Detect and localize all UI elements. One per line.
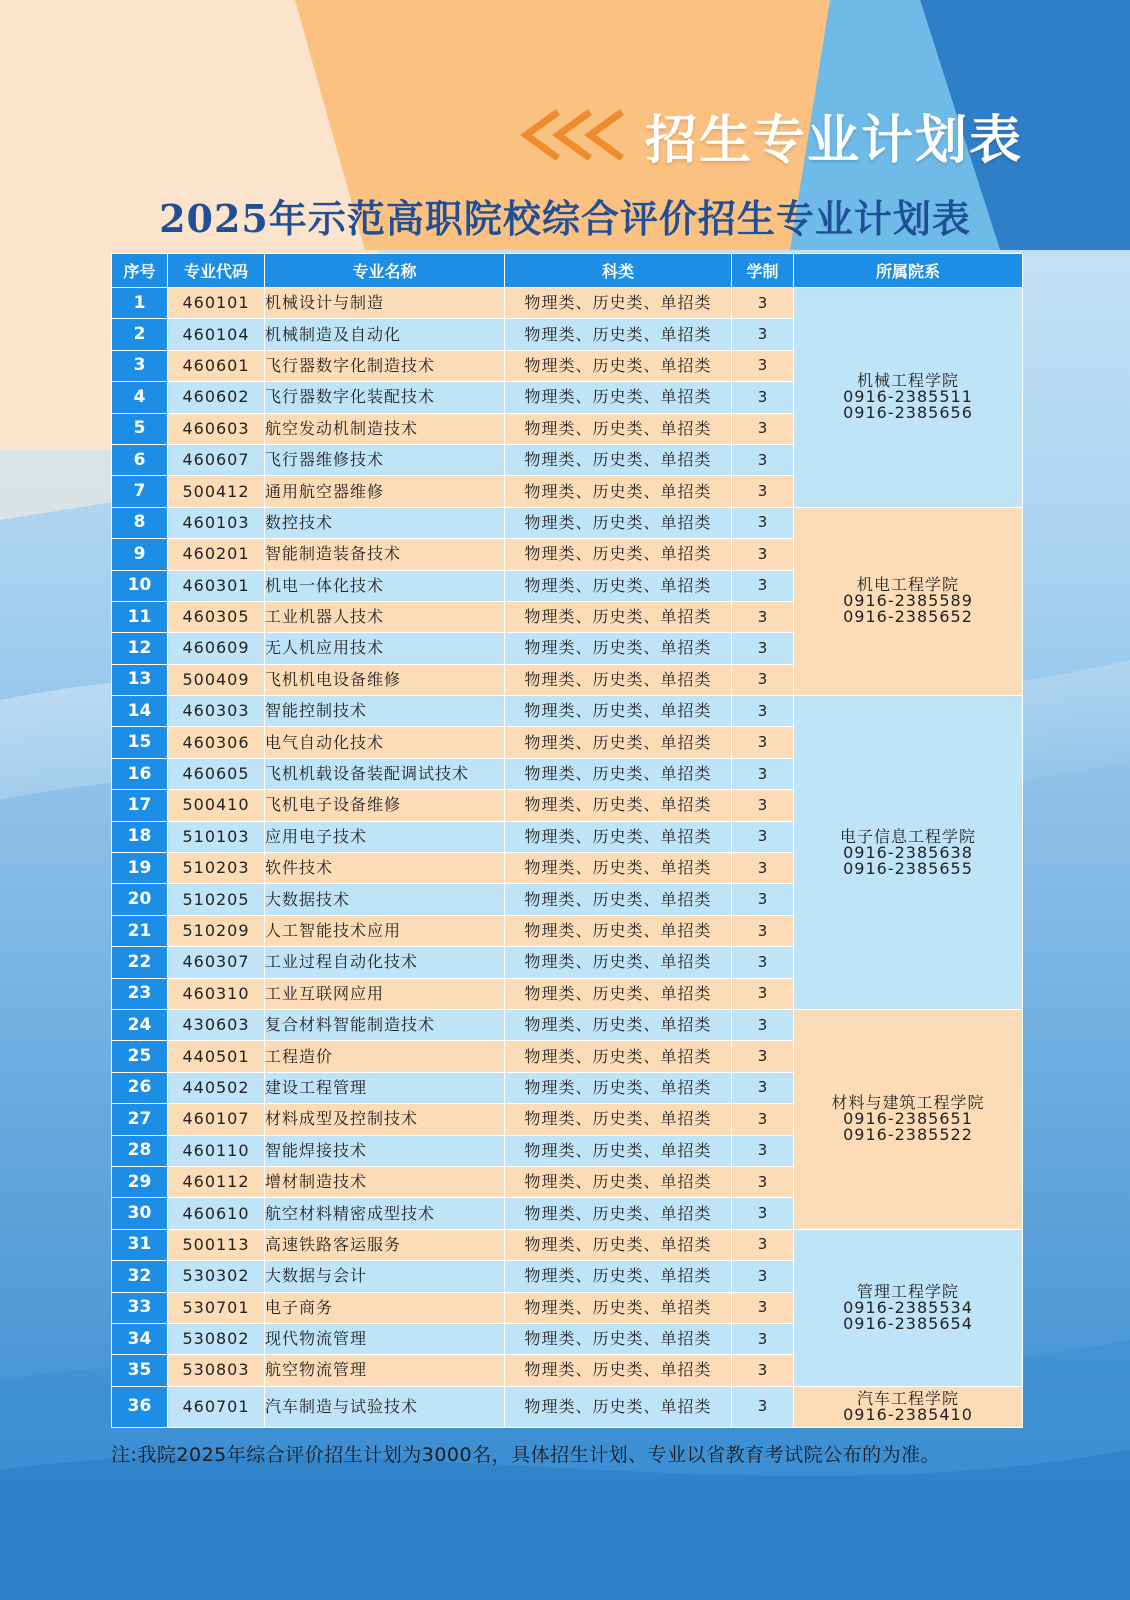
row-category: 物理类、历史类、单招类 bbox=[505, 1135, 732, 1166]
row-major-name: 应用电子技术 bbox=[265, 821, 505, 852]
row-major-code: 500409 bbox=[168, 664, 265, 695]
row-duration: 3 bbox=[732, 507, 794, 538]
row-seq: 29 bbox=[112, 1166, 168, 1197]
row-duration: 3 bbox=[732, 1041, 794, 1072]
row-major-code: 430603 bbox=[168, 1009, 265, 1040]
row-category: 物理类、历史类、单招类 bbox=[505, 288, 732, 319]
row-major-code: 460605 bbox=[168, 758, 265, 789]
row-duration: 3 bbox=[732, 947, 794, 978]
row-duration: 3 bbox=[732, 476, 794, 507]
row-major-name: 复合材料智能制造技术 bbox=[265, 1009, 505, 1040]
department-phone: 0916-2385638 bbox=[843, 842, 973, 862]
row-seq: 30 bbox=[112, 1198, 168, 1229]
row-major-name: 数控技术 bbox=[265, 507, 505, 538]
row-major-name: 电气自动化技术 bbox=[265, 727, 505, 758]
row-category: 物理类、历史类、单招类 bbox=[505, 884, 732, 915]
row-major-name: 工程造价 bbox=[265, 1041, 505, 1072]
row-category: 物理类、历史类、单招类 bbox=[505, 758, 732, 789]
row-major-name: 工业互联网应用 bbox=[265, 978, 505, 1009]
row-category: 物理类、历史类、单招类 bbox=[505, 570, 732, 601]
department-phone: 0916-2385589 bbox=[843, 591, 973, 611]
row-duration: 3 bbox=[732, 758, 794, 789]
header-major-name: 专业名称 bbox=[265, 254, 505, 288]
row-category: 物理类、历史类、单招类 bbox=[505, 601, 732, 632]
department-phone: 0916-2385652 bbox=[843, 607, 973, 627]
row-seq: 22 bbox=[112, 947, 168, 978]
row-category: 物理类、历史类、单招类 bbox=[505, 978, 732, 1009]
row-category: 物理类、历史类、单招类 bbox=[505, 696, 732, 727]
row-major-code: 460602 bbox=[168, 382, 265, 413]
row-seq: 17 bbox=[112, 790, 168, 821]
table-row bbox=[112, 696, 1023, 727]
table-header-row bbox=[112, 254, 1023, 288]
row-major-code: 460103 bbox=[168, 507, 265, 538]
row-seq: 1 bbox=[112, 288, 168, 319]
row-major-name: 通用航空器维修 bbox=[265, 476, 505, 507]
row-category: 物理类、历史类、单招类 bbox=[505, 664, 732, 695]
row-seq: 15 bbox=[112, 727, 168, 758]
row-duration: 3 bbox=[732, 853, 794, 884]
department-name: 机械工程学院 bbox=[856, 371, 959, 391]
row-major-code: 530701 bbox=[168, 1292, 265, 1323]
row-seq: 9 bbox=[112, 539, 168, 570]
row-major-name: 机械设计与制造 bbox=[265, 288, 505, 319]
row-duration: 3 bbox=[732, 884, 794, 915]
row-duration: 3 bbox=[732, 319, 794, 350]
row-duration: 3 bbox=[732, 1198, 794, 1229]
row-duration: 3 bbox=[732, 382, 794, 413]
row-major-name: 建设工程管理 bbox=[265, 1072, 505, 1103]
row-category: 物理类、历史类、单招类 bbox=[505, 790, 732, 821]
department-phone: 0916-2385522 bbox=[843, 1125, 973, 1145]
row-seq: 24 bbox=[112, 1009, 168, 1040]
row-major-code: 460601 bbox=[168, 350, 265, 381]
table-row bbox=[112, 1009, 1023, 1040]
row-major-code: 460104 bbox=[168, 319, 265, 350]
row-major-name: 汽车制造与试验技术 bbox=[265, 1386, 505, 1427]
row-major-code: 460307 bbox=[168, 947, 265, 978]
row-major-code: 500412 bbox=[168, 476, 265, 507]
row-duration: 3 bbox=[732, 664, 794, 695]
page-title: 2025年示范高职院校综合评价招生专业计划表 bbox=[159, 196, 971, 241]
row-duration: 3 bbox=[732, 350, 794, 381]
row-major-name: 航空物流管理 bbox=[265, 1355, 505, 1386]
header-seq: 序号 bbox=[112, 254, 168, 288]
row-major-name: 飞行器维修技术 bbox=[265, 444, 505, 475]
row-major-name: 电子商务 bbox=[265, 1292, 505, 1323]
row-seq: 31 bbox=[112, 1229, 168, 1260]
row-seq: 7 bbox=[112, 476, 168, 507]
row-seq: 18 bbox=[112, 821, 168, 852]
department-cell bbox=[794, 696, 1023, 1010]
row-major-code: 460301 bbox=[168, 570, 265, 601]
row-seq: 36 bbox=[112, 1386, 168, 1427]
department-cell bbox=[794, 507, 1023, 695]
row-major-code: 460305 bbox=[168, 601, 265, 632]
row-category: 物理类、历史类、单招类 bbox=[505, 821, 732, 852]
footnote: 注:我院2025年综合评价招生计划为3000名，具体招生计划、专业以省教育考试院公布的为准。 bbox=[111, 1444, 941, 1466]
row-category: 物理类、历史类、单招类 bbox=[505, 915, 732, 946]
row-major-name: 工业过程自动化技术 bbox=[265, 947, 505, 978]
row-major-name: 材料成型及控制技术 bbox=[265, 1104, 505, 1135]
row-seq: 35 bbox=[112, 1355, 168, 1386]
row-category: 物理类、历史类、单招类 bbox=[505, 1292, 732, 1323]
row-seq: 19 bbox=[112, 853, 168, 884]
row-major-code: 460112 bbox=[168, 1166, 265, 1197]
row-category: 物理类、历史类、单招类 bbox=[505, 413, 732, 444]
row-category: 物理类、历史类、单招类 bbox=[505, 1009, 732, 1040]
row-seq: 21 bbox=[112, 915, 168, 946]
row-seq: 23 bbox=[112, 978, 168, 1009]
row-major-name: 飞机机电设备维修 bbox=[265, 664, 505, 695]
row-major-name: 大数据与会计 bbox=[265, 1261, 505, 1292]
row-duration: 3 bbox=[732, 821, 794, 852]
row-duration: 3 bbox=[732, 696, 794, 727]
row-major-code: 510205 bbox=[168, 884, 265, 915]
row-duration: 3 bbox=[732, 539, 794, 570]
department-name: 汽车工程学院 bbox=[856, 1388, 959, 1408]
row-major-code: 440502 bbox=[168, 1072, 265, 1103]
row-duration: 3 bbox=[732, 1292, 794, 1323]
header-duration: 学制 bbox=[732, 254, 794, 288]
row-major-name: 智能制造装备技术 bbox=[265, 539, 505, 570]
row-seq: 16 bbox=[112, 758, 168, 789]
row-major-name: 高速铁路客运服务 bbox=[265, 1229, 505, 1260]
header-department: 所属院系 bbox=[794, 254, 1023, 288]
row-major-name: 大数据技术 bbox=[265, 884, 505, 915]
row-major-code: 460603 bbox=[168, 413, 265, 444]
row-duration: 3 bbox=[732, 413, 794, 444]
row-duration: 3 bbox=[732, 1261, 794, 1292]
row-duration: 3 bbox=[732, 601, 794, 632]
row-category: 物理类、历史类、单招类 bbox=[505, 319, 732, 350]
row-major-code: 460701 bbox=[168, 1386, 265, 1427]
row-duration: 3 bbox=[732, 915, 794, 946]
row-major-code: 510209 bbox=[168, 915, 265, 946]
row-major-name: 航空材料精密成型技术 bbox=[265, 1198, 505, 1229]
row-seq: 4 bbox=[112, 382, 168, 413]
department-phone: 0916-2385651 bbox=[843, 1109, 973, 1129]
row-category: 物理类、历史类、单招类 bbox=[505, 539, 732, 570]
row-duration: 3 bbox=[732, 1229, 794, 1260]
row-major-code: 460310 bbox=[168, 978, 265, 1009]
row-duration: 3 bbox=[732, 633, 794, 664]
row-category: 物理类、历史类、单招类 bbox=[505, 1229, 732, 1260]
row-category: 物理类、历史类、单招类 bbox=[505, 1041, 732, 1072]
department-cell bbox=[794, 1229, 1023, 1386]
row-seq: 25 bbox=[112, 1041, 168, 1072]
row-duration: 3 bbox=[732, 1009, 794, 1040]
row-seq: 12 bbox=[112, 633, 168, 664]
row-major-code: 510203 bbox=[168, 853, 265, 884]
row-category: 物理类、历史类、单招类 bbox=[505, 350, 732, 381]
row-major-name: 航空发动机制造技术 bbox=[265, 413, 505, 444]
department-phone: 0916-2385654 bbox=[843, 1313, 973, 1333]
row-duration: 3 bbox=[732, 727, 794, 758]
row-seq: 13 bbox=[112, 664, 168, 695]
department-phone: 0916-2385655 bbox=[843, 858, 973, 878]
table-row bbox=[112, 1229, 1023, 1260]
row-category: 物理类、历史类、单招类 bbox=[505, 1323, 732, 1354]
department-phone: 0916-2385511 bbox=[843, 387, 973, 407]
row-seq: 33 bbox=[112, 1292, 168, 1323]
row-seq: 8 bbox=[112, 507, 168, 538]
row-major-name: 无人机应用技术 bbox=[265, 633, 505, 664]
row-category: 物理类、历史类、单招类 bbox=[505, 1386, 732, 1427]
row-major-name: 飞机电子设备维修 bbox=[265, 790, 505, 821]
department-name: 机电工程学院 bbox=[856, 575, 959, 595]
row-category: 物理类、历史类、单招类 bbox=[505, 507, 732, 538]
row-duration: 3 bbox=[732, 790, 794, 821]
row-major-code: 440501 bbox=[168, 1041, 265, 1072]
row-category: 物理类、历史类、单招类 bbox=[505, 947, 732, 978]
row-seq: 5 bbox=[112, 413, 168, 444]
row-major-code: 530803 bbox=[168, 1355, 265, 1386]
row-major-code: 460201 bbox=[168, 539, 265, 570]
row-category: 物理类、历史类、单招类 bbox=[505, 853, 732, 884]
enrollment-plan-table bbox=[111, 253, 1023, 1428]
row-category: 物理类、历史类、单招类 bbox=[505, 1355, 732, 1386]
department-cell bbox=[794, 1386, 1023, 1427]
row-duration: 3 bbox=[732, 1166, 794, 1197]
row-seq: 27 bbox=[112, 1104, 168, 1135]
row-seq: 2 bbox=[112, 319, 168, 350]
row-duration: 3 bbox=[732, 444, 794, 475]
row-major-code: 530302 bbox=[168, 1261, 265, 1292]
row-duration: 3 bbox=[732, 1323, 794, 1354]
row-seq: 28 bbox=[112, 1135, 168, 1166]
row-category: 物理类、历史类、单招类 bbox=[505, 1198, 732, 1229]
row-major-name: 飞行器数字化制造技术 bbox=[265, 350, 505, 381]
row-major-code: 500410 bbox=[168, 790, 265, 821]
row-duration: 3 bbox=[732, 1135, 794, 1166]
department-name: 管理工程学院 bbox=[856, 1281, 959, 1301]
row-seq: 3 bbox=[112, 350, 168, 381]
department-cell bbox=[794, 288, 1023, 508]
row-major-code: 460303 bbox=[168, 696, 265, 727]
row-duration: 3 bbox=[732, 1072, 794, 1103]
banner-title: 招生专业计划表 bbox=[645, 110, 1024, 171]
table-row bbox=[112, 1386, 1023, 1427]
row-duration: 3 bbox=[732, 1355, 794, 1386]
row-major-code: 510103 bbox=[168, 821, 265, 852]
row-major-code: 460306 bbox=[168, 727, 265, 758]
row-major-code: 460607 bbox=[168, 444, 265, 475]
row-category: 物理类、历史类、单招类 bbox=[505, 1104, 732, 1135]
row-major-code: 460101 bbox=[168, 288, 265, 319]
row-major-name: 增材制造技术 bbox=[265, 1166, 505, 1197]
row-duration: 3 bbox=[732, 1386, 794, 1427]
row-major-code: 460110 bbox=[168, 1135, 265, 1166]
row-major-code: 460107 bbox=[168, 1104, 265, 1135]
row-category: 物理类、历史类、单招类 bbox=[505, 727, 732, 758]
row-major-name: 机械制造及自动化 bbox=[265, 319, 505, 350]
row-category: 物理类、历史类、单招类 bbox=[505, 633, 732, 664]
row-major-code: 460609 bbox=[168, 633, 265, 664]
row-seq: 6 bbox=[112, 444, 168, 475]
row-duration: 3 bbox=[732, 570, 794, 601]
row-major-name: 机电一体化技术 bbox=[265, 570, 505, 601]
header-category: 科类 bbox=[505, 254, 732, 288]
row-major-code: 460610 bbox=[168, 1198, 265, 1229]
row-major-name: 软件技术 bbox=[265, 853, 505, 884]
row-major-code: 530802 bbox=[168, 1323, 265, 1354]
chevron-left-icon bbox=[520, 108, 635, 162]
department-phone: 0916-2385410 bbox=[843, 1404, 973, 1424]
row-major-name: 智能控制技术 bbox=[265, 696, 505, 727]
row-seq: 11 bbox=[112, 601, 168, 632]
department-name: 电子信息工程学院 bbox=[839, 826, 976, 846]
row-seq: 20 bbox=[112, 884, 168, 915]
department-phone: 0916-2385656 bbox=[843, 403, 973, 423]
row-major-name: 智能焊接技术 bbox=[265, 1135, 505, 1166]
row-major-name: 飞机机载设备装配调试技术 bbox=[265, 758, 505, 789]
row-seq: 14 bbox=[112, 696, 168, 727]
department-cell bbox=[794, 1009, 1023, 1229]
table-row bbox=[112, 507, 1023, 538]
row-major-name: 工业机器人技术 bbox=[265, 601, 505, 632]
row-seq: 26 bbox=[112, 1072, 168, 1103]
row-seq: 10 bbox=[112, 570, 168, 601]
row-duration: 3 bbox=[732, 1104, 794, 1135]
row-major-code: 500113 bbox=[168, 1229, 265, 1260]
row-major-name: 飞行器数字化装配技术 bbox=[265, 382, 505, 413]
row-seq: 34 bbox=[112, 1323, 168, 1354]
department-phone: 0916-2385534 bbox=[843, 1297, 973, 1317]
row-major-name: 人工智能技术应用 bbox=[265, 915, 505, 946]
row-major-name: 现代物流管理 bbox=[265, 1323, 505, 1354]
table-row bbox=[112, 288, 1023, 319]
row-category: 物理类、历史类、单招类 bbox=[505, 1261, 732, 1292]
row-category: 物理类、历史类、单招类 bbox=[505, 1072, 732, 1103]
row-category: 物理类、历史类、单招类 bbox=[505, 1166, 732, 1197]
row-seq: 32 bbox=[112, 1261, 168, 1292]
row-duration: 3 bbox=[732, 978, 794, 1009]
row-category: 物理类、历史类、单招类 bbox=[505, 444, 732, 475]
row-duration: 3 bbox=[732, 288, 794, 319]
row-category: 物理类、历史类、单招类 bbox=[505, 382, 732, 413]
header-code: 专业代码 bbox=[168, 254, 265, 288]
row-category: 物理类、历史类、单招类 bbox=[505, 476, 732, 507]
banner bbox=[520, 100, 1023, 170]
department-name: 材料与建筑工程学院 bbox=[831, 1093, 985, 1113]
